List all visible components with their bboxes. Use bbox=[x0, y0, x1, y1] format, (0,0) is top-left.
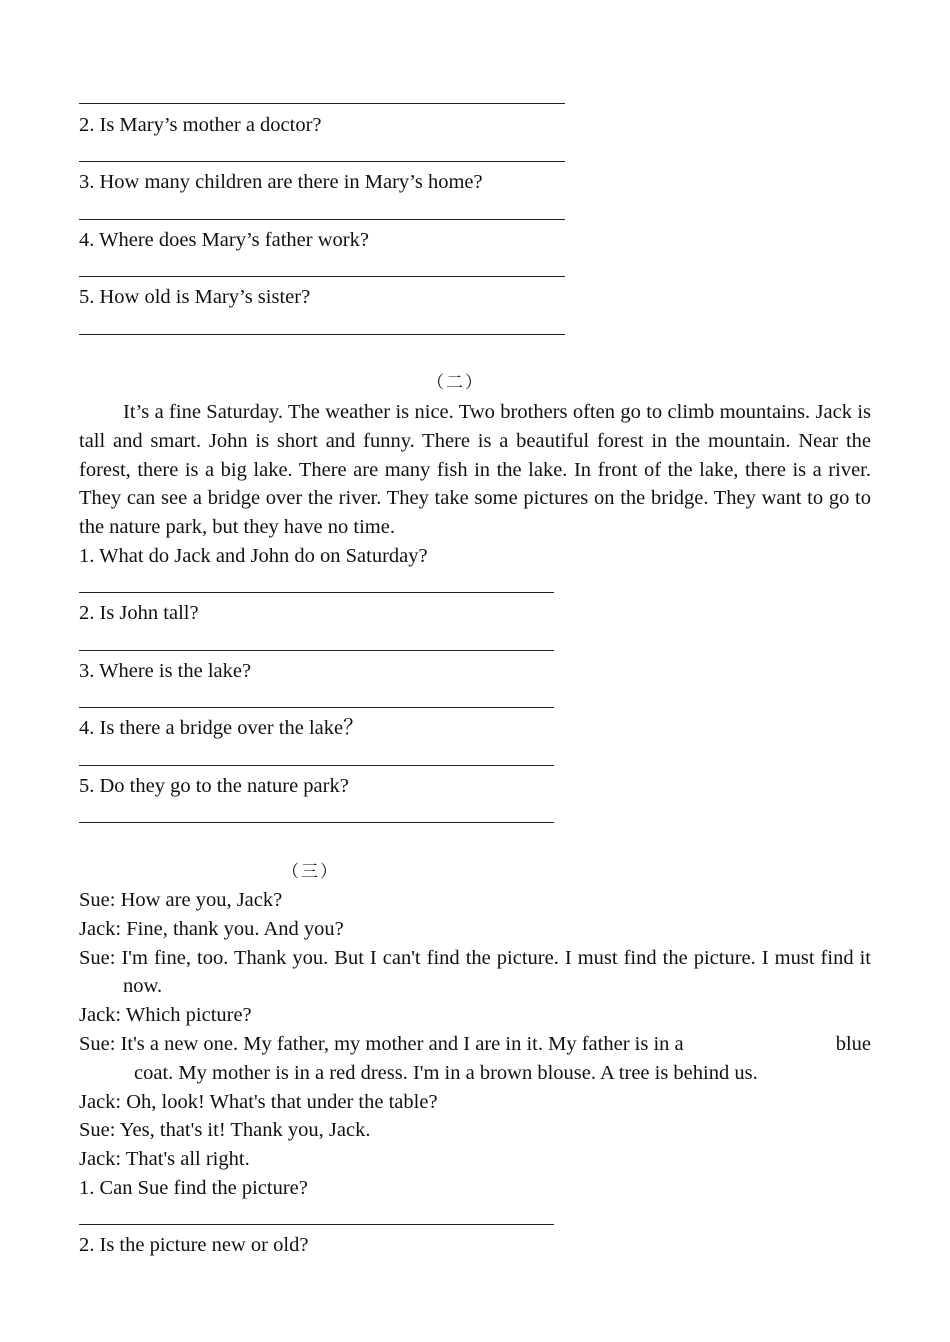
dialogue-line: Jack: That's all right. bbox=[79, 1148, 250, 1171]
dialogue-line: Jack: Fine, thank you. And you? bbox=[79, 917, 344, 940]
dialogue-text: blue bbox=[835, 1032, 871, 1055]
question-s2-q1: 1. What do Jack and John do on Saturday? bbox=[79, 545, 428, 567]
dialogue-text: Sue: It's a new one. My father, my mother and I are in it. My father is in a bbox=[79, 1032, 684, 1055]
question-s2-q5: 5. Do they go to the nature park? bbox=[79, 775, 349, 797]
question-s1-q4: 4. Where does Mary’s father work? bbox=[79, 229, 369, 251]
dialogue-line: Sue: I'm fine, too. Thank you. But I can't find the picture. I must find the picture. I must find it now. bbox=[79, 946, 871, 998]
dialogue-line: Sue: Yes, that's it! Thank you, Jack. bbox=[79, 1119, 371, 1142]
answer-line[interactable] bbox=[79, 276, 565, 277]
answer-line[interactable] bbox=[79, 765, 554, 766]
section-heading-2: （二） bbox=[427, 373, 484, 392]
answer-line[interactable] bbox=[79, 161, 565, 162]
answer-line[interactable] bbox=[79, 103, 565, 104]
question-s2-q3: 3. Where is the lake? bbox=[79, 660, 252, 682]
question-s1-q2: 2. Is Mary’s mother a doctor? bbox=[79, 114, 322, 136]
dialogue-line: Jack: Oh, look! What's that under the table? bbox=[79, 1090, 438, 1113]
dialogue-line: Jack: Which picture? bbox=[79, 1004, 252, 1027]
question-s3-q2: 2. Is the picture new or old? bbox=[79, 1234, 309, 1256]
answer-line[interactable] bbox=[79, 650, 554, 651]
question-s1-q5: 5. How old is Mary’s sister? bbox=[79, 286, 311, 308]
question-s2-q4: 4. Is there a bridge over the lake？ bbox=[79, 717, 364, 739]
dialogue-line bbox=[79, 1030, 871, 1059]
answer-line[interactable] bbox=[79, 707, 554, 708]
answer-line[interactable] bbox=[79, 334, 565, 335]
reading-passage: It’s a fine Saturday. The weather is nice. Two brothers often go to climb mountains. Jack is tall and smart. John is short and funny. There is a beautiful forest in the mountain. Near the forest, there is a big lake. There are many fish in the lake. In front of the lake, there is a river. They can see a bridge over the river. They take some pictures on the bridge. They want to go to the nature park, but they have no time. bbox=[79, 401, 871, 539]
dialogue bbox=[79, 886, 871, 1174]
dialogue-line: Sue: How are you, Jack? bbox=[79, 889, 283, 911]
answer-line[interactable] bbox=[79, 1224, 554, 1225]
answer-line[interactable] bbox=[79, 592, 554, 593]
question-s1-q3: 3. How many children are there in Mary’s home? bbox=[79, 171, 483, 193]
question-s3-q1: 1. Can Sue find the picture? bbox=[79, 1177, 308, 1199]
answer-line[interactable] bbox=[79, 219, 565, 220]
answer-line[interactable] bbox=[79, 822, 554, 823]
section-heading-3: （三） bbox=[282, 862, 339, 881]
question-s2-q2: 2. Is John tall? bbox=[79, 602, 199, 624]
dialogue-line: coat. My mother is in a red dress. I'm in a brown blouse. A tree is behind us. bbox=[134, 1061, 758, 1084]
